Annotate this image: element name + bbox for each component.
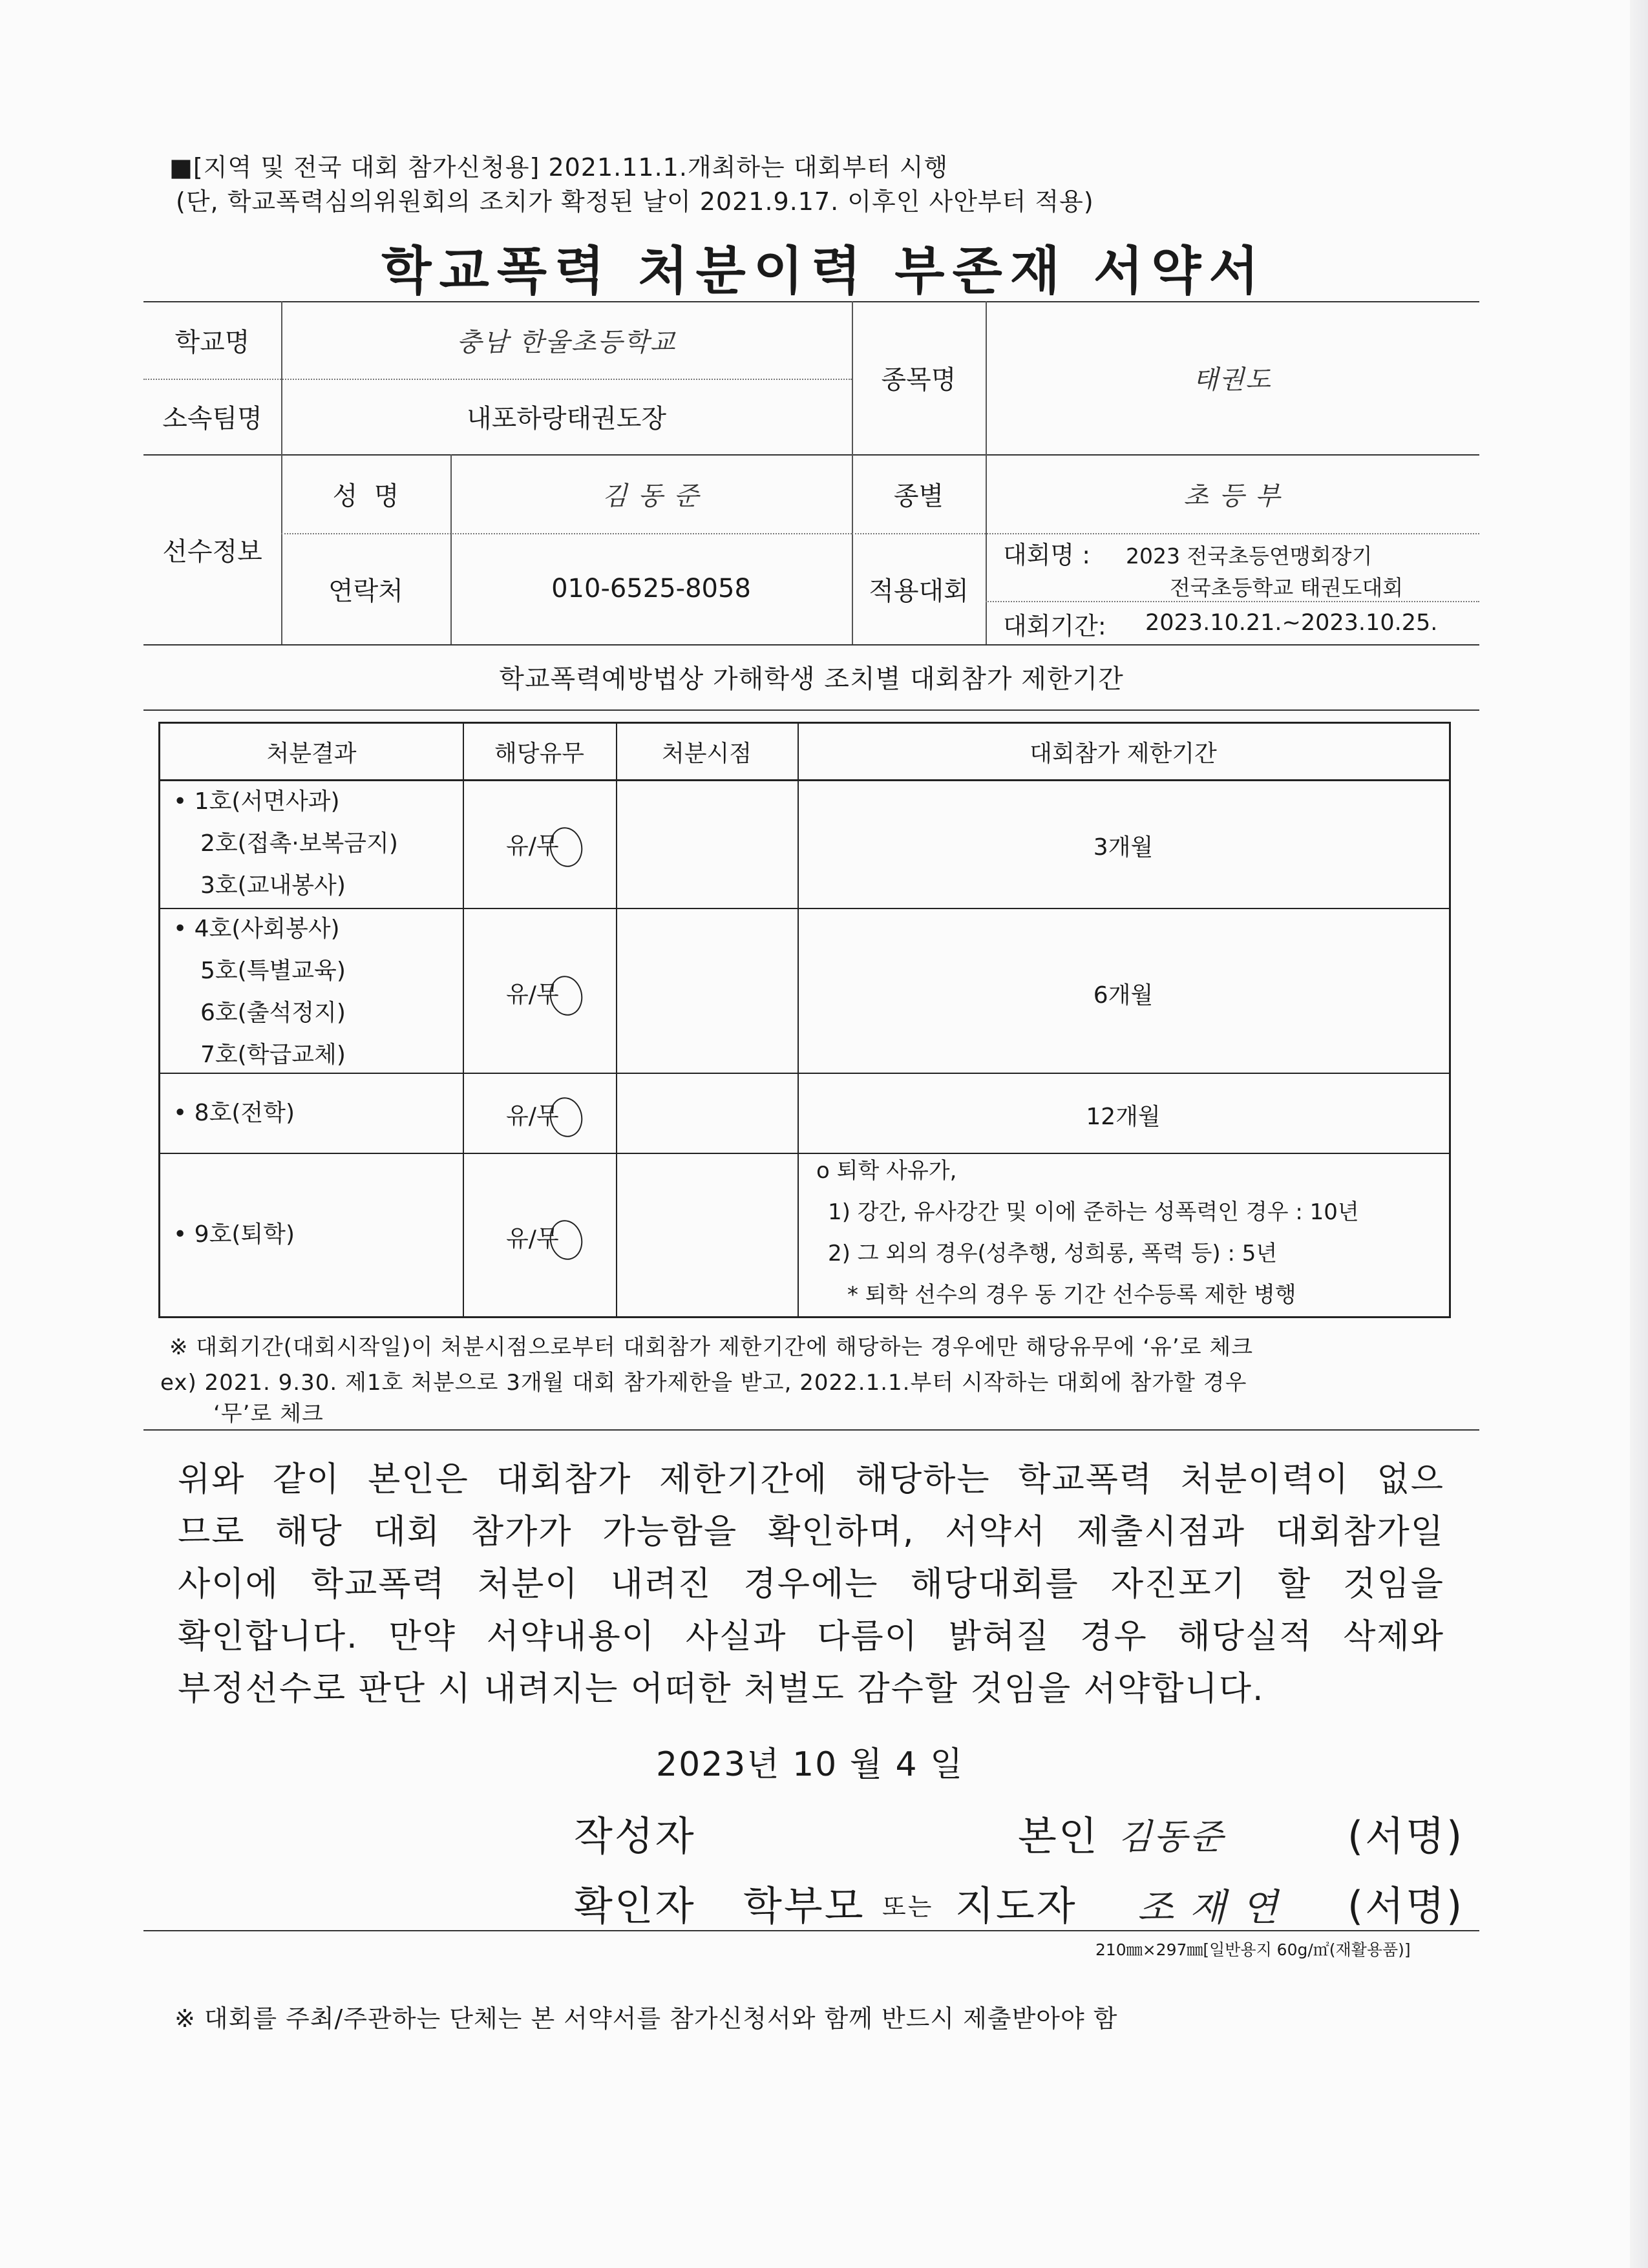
sport-label: 종목명 [881,365,956,395]
period-line: 2) 그 외의 경우(성추행, 성희롱, 폭력 등) : 5년 [828,1241,1278,1266]
pledge-line-1: 위와 같이 본인은 대회참가 제한기간에 해당하는 학교폭력 처분이력이 없으 [178,1460,1444,1499]
pledge-line-3: 사이에 학교폭력 처분이 내려진 경우에는 해당대회를 자진포기 할 것임을 [178,1565,1444,1604]
note-3: ‘무’로 체크 [213,1401,324,1427]
header-disposition: 처분결과 [266,740,357,767]
notice-line-2: (단, 학교폭력심의위원회의 조치가 확정된 날이 2021.9.17. 이후인 사안부터 적용) [176,187,1094,216]
list-item: 6호(출석정지) [200,1000,346,1026]
yes-no-text: 유/무 [506,982,559,1008]
row2-items [173,908,346,1076]
checker-label: 확인자 [574,1882,696,1929]
header-restriction-period: 대회참가 제한기간 [1030,740,1217,767]
row4-items [173,1213,295,1255]
sport-value: 태권도 [1193,365,1272,395]
seal-placeholder-1: (서명) [1347,1812,1464,1860]
list-item: 5호(특별교육) [200,958,346,984]
document-title: 학교폭력 처분이력 부존재 서약서 [381,241,1267,301]
notice-line-1: ■[지역 및 전국 대회 참가신청용] 2021.11.1.개최하는 대회부터 시행 [169,153,949,182]
period-line: 1) 강간, 유사강간 및 이에 준하는 성폭력인 경우 : 10년 [828,1199,1359,1225]
row4-applicable [506,1220,582,1260]
pledge-line-2: 므로 해당 대회 참가가 가능함을 확인하며, 서약서 제출시점과 대회참가일 [178,1513,1444,1551]
restriction-heading: 학교폭력예방법상 가해학생 조치별 대회참가 제한기간 [499,664,1124,694]
check-circle-icon [546,1217,586,1263]
row1-items [173,781,398,907]
row3-period: 12개월 [1086,1104,1161,1130]
event-label: 적용대회 [869,576,969,606]
row1-period: 3개월 [1093,834,1154,861]
category-label: 종별 [893,481,944,511]
list-item: • 4호(사회봉사) [173,916,340,942]
note-2: ex) 2021. 9.30. 제1호 처분으로 3개월 대회 참가제한을 받고, 2022.1.1.부터 시작하는 대회에 참가할 경우 [160,1370,1247,1396]
seal-placeholder-2: (서명) [1347,1882,1464,1929]
event-name-label: 대회명 : [1003,541,1091,569]
name-label: 성 명 [332,481,399,511]
self-signature: 김동준 [1118,1816,1225,1857]
pledge-date: 2023년 10 월 4 일 [656,1745,964,1784]
self-label: 본인 [1018,1812,1099,1860]
info-table-bottom-rule [143,644,1479,646]
row2-period: 6개월 [1093,982,1154,1009]
list-item: 2호(접촉·보복금지) [200,830,398,857]
category-value: 초 등 부 [1183,481,1282,511]
yes-no-text: 유/무 [506,833,559,859]
row3-applicable [506,1097,582,1137]
row-rule-2 [160,1073,1449,1074]
row1-applicable [506,827,582,867]
signature-rule [143,1930,1479,1931]
team-value: 내포하랑태권도장 [466,404,667,434]
row4-period [816,1150,1359,1316]
pledge-line-5: 부정선수로 판단 시 내려지는 어떠한 처벌도 감수할 것임을 서약합니다. [178,1670,1265,1708]
row3-items [173,1092,295,1134]
scan-edge [1630,0,1648,2268]
name-value: 김 동 준 [602,481,701,511]
restriction-heading-rule [143,709,1479,711]
check-circle-icon [546,1094,586,1140]
school-label: 학교명 [174,327,250,357]
note-1: ※ 대회기간(대회시작일)이 처분시점으로부터 대회참가 제한기간에 해당하는 경우에만 해당유무에 ‘유’로 체크 [169,1334,1254,1360]
team-label: 소속팀명 [162,404,262,434]
notes-rule [143,1429,1479,1431]
row2-applicable [506,976,582,1016]
yes-no-text: 유/무 [506,1103,559,1129]
writer-label: 작성자 [574,1812,696,1860]
list-item: 3호(교내봉사) [200,872,346,899]
coach-label: 지도자 [955,1882,1077,1929]
event-period-label: 대회기간: [1003,612,1106,640]
row-rule-1 [160,908,1449,909]
yes-no-text: 유/무 [506,1226,559,1252]
col-divider-3 [798,724,799,1316]
contact-value: 010-6525-8058 [551,574,751,604]
or-label: 또는 [882,1893,934,1921]
contact-label: 연락처 [328,576,403,606]
player-info-label: 선수정보 [162,536,262,567]
list-item: • 9호(퇴학) [173,1221,295,1248]
list-item: • 1호(서면사과) [173,788,340,815]
col-divider-1 [463,724,464,1316]
coach-signature: 조 재 연 [1137,1885,1280,1929]
header-applicable: 해당유무 [494,740,585,767]
school-value: 충남 한울초등학교 [456,327,677,357]
event-name-line-1: 2023 전국초등연맹회장기 [1126,543,1373,569]
pledge-line-4: 확인합니다. 만약 서약내용이 사실과 다름이 밝혀질 경우 해당실적 삭제와 [178,1617,1444,1656]
footer-note: ※ 대회를 주최/주관하는 단체는 본 서약서를 참가신청서와 함께 반드시 제출받아야 함 [174,2004,1118,2033]
col-divider-2 [616,724,617,1316]
event-period-value: 2023.10.21.~2023.10.25. [1145,610,1438,636]
event-name-line-2: 전국초등학교 태권도대회 [1170,575,1404,600]
period-line: o 퇴학 사유가, [816,1158,957,1184]
parent-label: 학부모 [743,1882,865,1929]
paper-spec: 210㎜×297㎜[일반용지 60g/㎡(재활용품)] [1095,1940,1411,1959]
check-circle-icon [546,824,586,870]
list-item: 7호(학급교체) [200,1042,346,1068]
period-line: * 퇴학 선수의 경우 동 기간 선수등록 제한 병행 [847,1282,1296,1308]
check-circle-icon [546,972,586,1018]
list-item: • 8호(전학) [173,1100,295,1126]
restriction-table [158,722,1451,1318]
header-disposition-date: 처분시점 [661,740,752,767]
